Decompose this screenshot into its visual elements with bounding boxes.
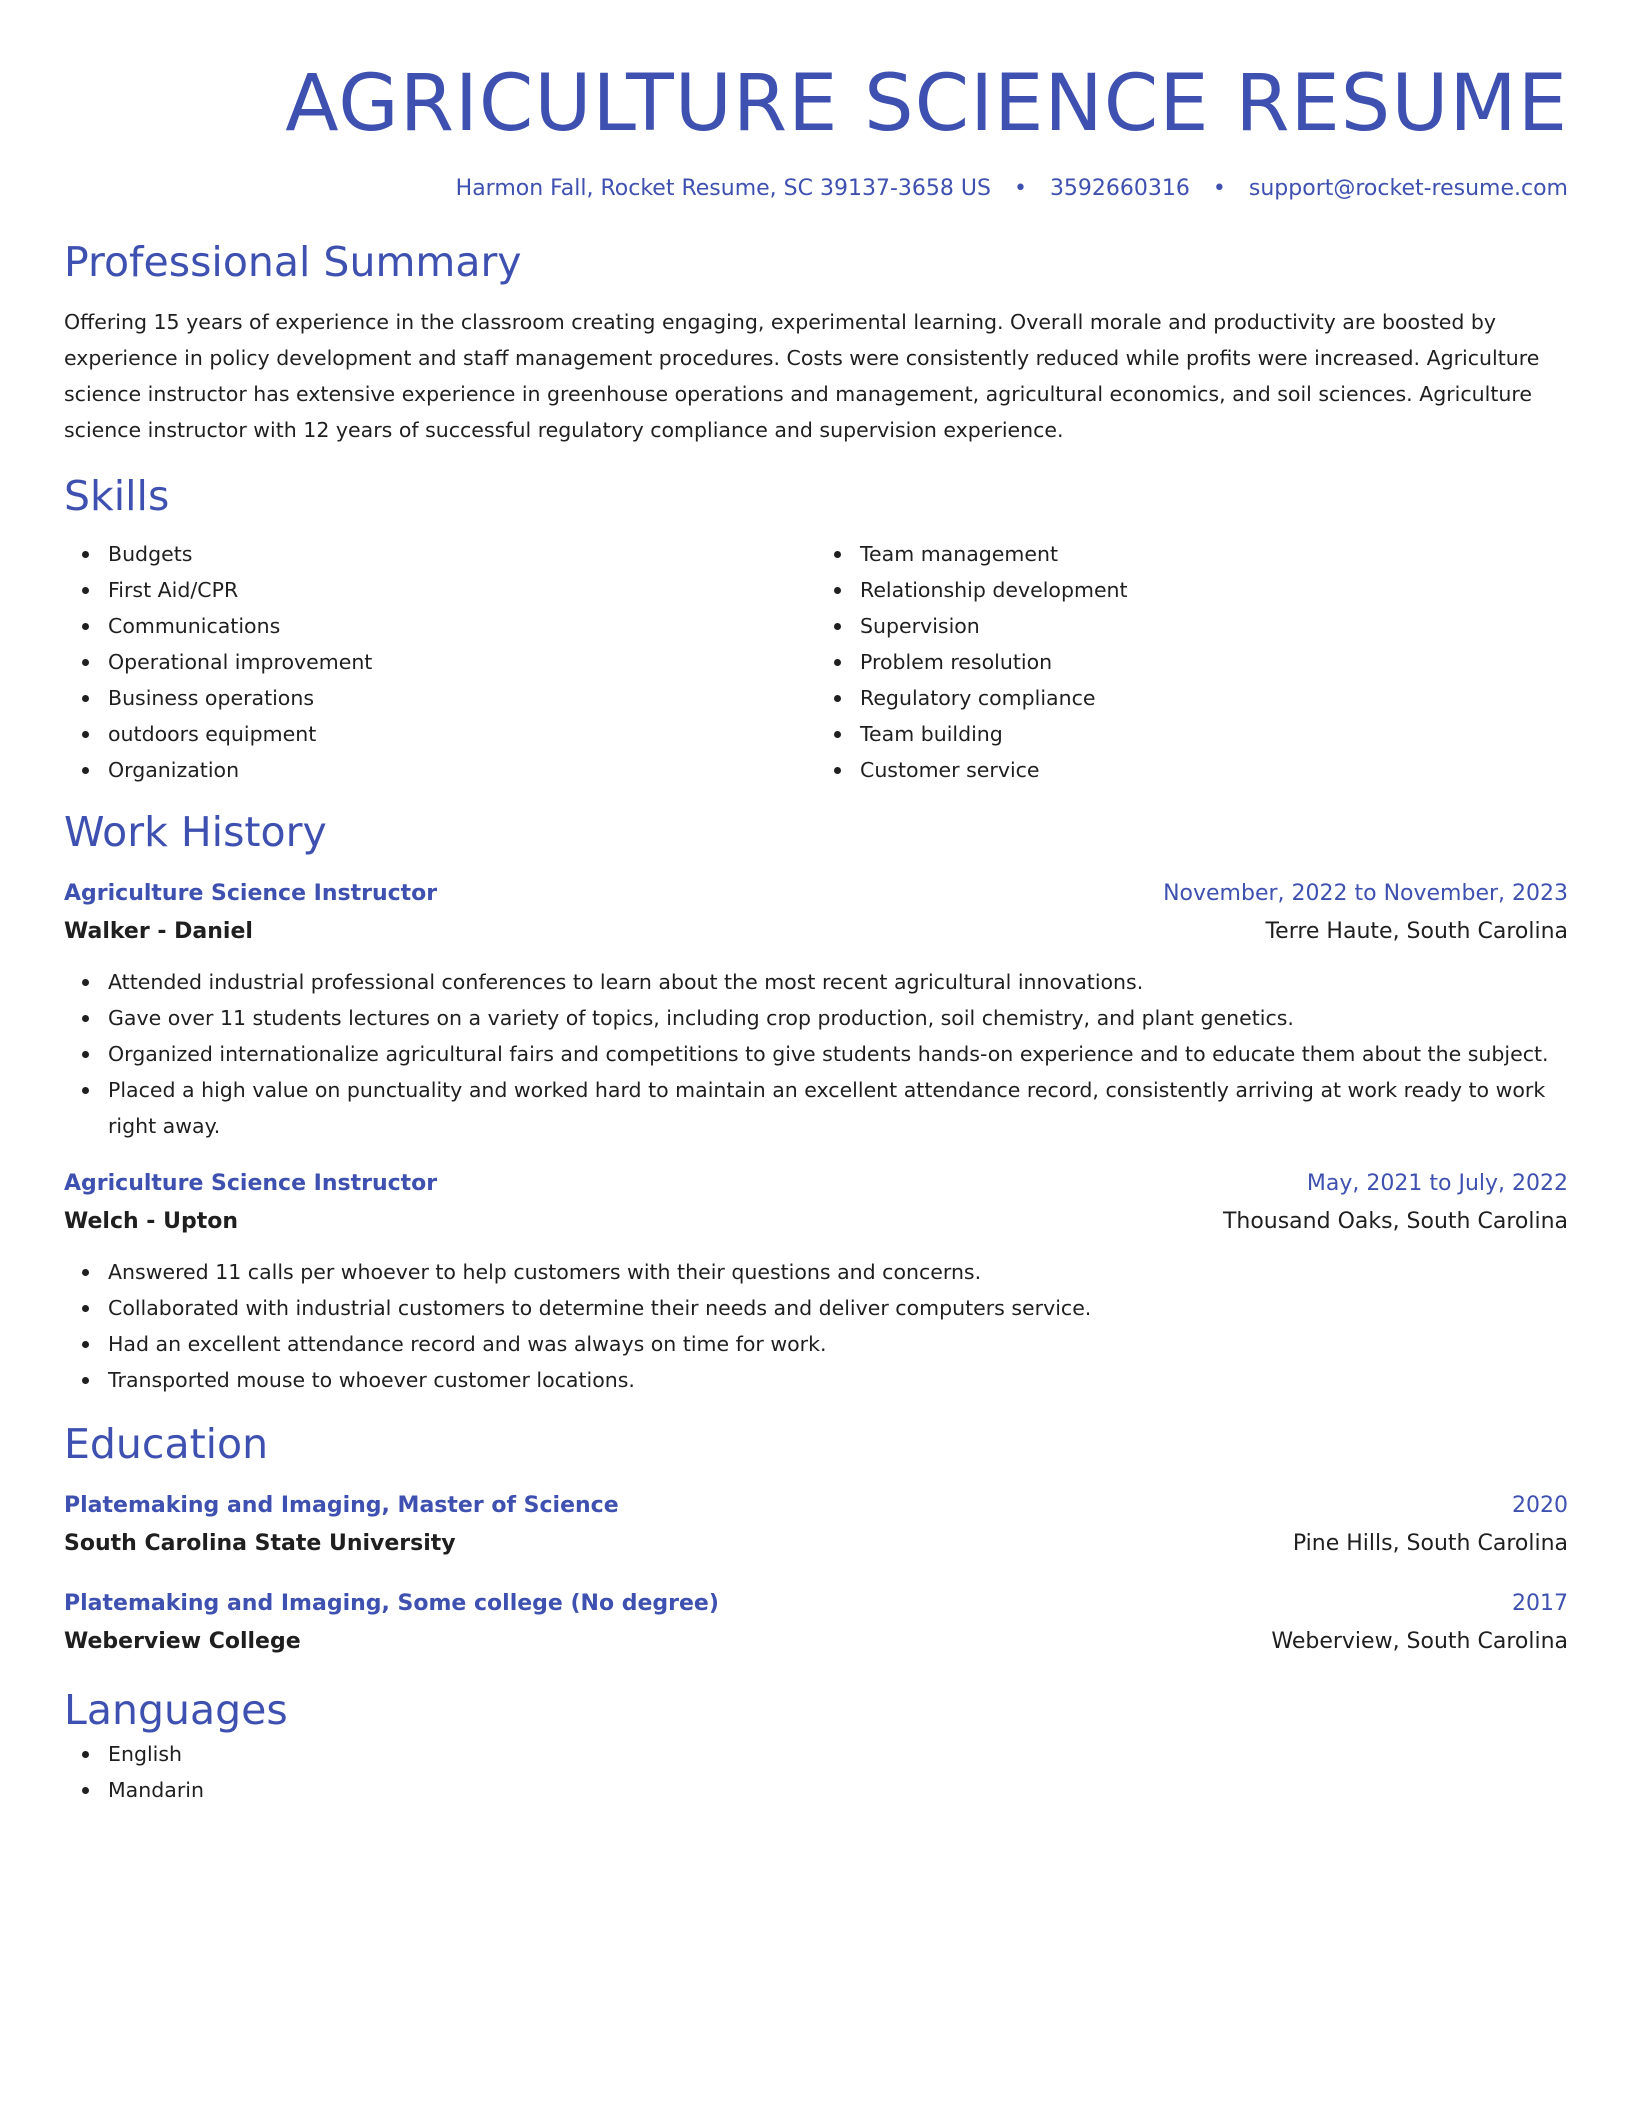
education-entry: [64, 1488, 1568, 1564]
contact-phone: 3592660316: [1049, 176, 1190, 201]
education-year: 2020: [1512, 1493, 1568, 1518]
job-entry: [64, 876, 1568, 1144]
job-dates: May, 2021 to July, 2022: [1306, 1171, 1568, 1196]
job-entry: [64, 1166, 1568, 1398]
languages-list: [64, 1736, 1568, 1808]
skill-item: Operational improvement: [108, 644, 816, 680]
skill-item: Supervision: [860, 608, 1568, 644]
education-location: Weberview, South Carolina: [1271, 1629, 1568, 1654]
education-degree: Platemaking and Imaging, Master of Science: [64, 1493, 619, 1518]
job-duties: [64, 1254, 1568, 1398]
skill-item: Business operations: [108, 680, 816, 716]
work-history-heading: Work History: [64, 808, 327, 856]
education-school: Weberview College: [64, 1629, 301, 1654]
education-school-row: [64, 1524, 1568, 1564]
education-header-row: [64, 1586, 1568, 1622]
job-location: Thousand Oaks, South Carolina: [1222, 1209, 1568, 1234]
job-duty: Organized internationalize agricultural fairs and competitions to give students hands-on experience and to educate them about the subject.: [108, 1036, 1568, 1072]
job-duty: Placed a high value on punctuality and worked hard to maintain an excellent attendance record, consistently arriving at work ready to work right away.: [108, 1072, 1568, 1144]
resume-title: AGRICULTURE SCIENCE RESUME: [285, 59, 1568, 149]
education-school-row: [64, 1622, 1568, 1662]
education-entry: [64, 1586, 1568, 1662]
skill-item: Organization: [108, 752, 816, 788]
job-header-row: [64, 1166, 1568, 1202]
job-org-row: [64, 912, 1568, 952]
language-item: English: [108, 1736, 1568, 1772]
job-title: Agriculture Science Instructor: [64, 881, 438, 906]
job-location: Terre Haute, South Carolina: [1265, 919, 1568, 944]
skills-list: [64, 536, 1568, 788]
languages-heading: Languages: [64, 1686, 288, 1734]
skill-item: Team management: [860, 536, 1568, 572]
skill-item: Problem resolution: [860, 644, 1568, 680]
education-school: South Carolina State University: [64, 1531, 456, 1556]
job-duty: Had an excellent attendance record and was always on time for work.: [108, 1326, 1568, 1362]
skill-item: Relationship development: [860, 572, 1568, 608]
skills-column-left: [64, 536, 816, 788]
job-org-row: [64, 1202, 1568, 1242]
education-location: Pine Hills, South Carolina: [1292, 1531, 1568, 1556]
contact-line: [64, 174, 1568, 204]
job-duties: [64, 964, 1568, 1144]
education-header-row: [64, 1488, 1568, 1524]
language-item: Mandarin: [108, 1772, 1568, 1808]
summary-text: Offering 15 years of experience in the classroom creating engaging, experimental learning. Overall morale and productivity are boosted by experience in policy development and staff management procedures. Costs were consistently reduced while profits were increased. Agriculture science instructor has extensive experience in greenhouse operations and management, agricultural economics, and soil sciences. Agriculture science instructor with 12 years of successful regulatory compliance and supervision experience.: [64, 310, 1540, 442]
job-dates: November, 2022 to November, 2023: [1163, 881, 1568, 906]
job-duty: Collaborated with industrial customers to determine their needs and deliver computers service.: [108, 1290, 1568, 1326]
job-employer: Walker - Daniel: [64, 919, 253, 944]
skills-heading: Skills: [64, 472, 170, 520]
contact-address: Harmon Fall, Rocket Resume, SC 39137-3658 US: [455, 176, 991, 201]
contact-email: support@rocket-resume.com: [1248, 176, 1568, 201]
job-employer: Welch - Upton: [64, 1209, 239, 1234]
skill-item: Customer service: [860, 752, 1568, 788]
contact-separator: •: [1013, 176, 1027, 201]
job-duty: Transported mouse to whoever customer locations.: [108, 1362, 1568, 1398]
job-duty: Answered 11 calls per whoever to help customers with their questions and concerns.: [108, 1254, 1568, 1290]
job-duty: Attended industrial professional conferences to learn about the most recent agricultural innovations.: [108, 964, 1568, 1000]
skill-item: Communications: [108, 608, 816, 644]
job-header-row: [64, 876, 1568, 912]
job-duty: Gave over 11 students lectures on a variety of topics, including crop production, soil chemistry, and plant genetics.: [108, 1000, 1568, 1036]
education-heading: Education: [64, 1420, 269, 1468]
skill-item: Team building: [860, 716, 1568, 752]
skills-column-right: [816, 536, 1568, 788]
contact-separator: •: [1212, 176, 1226, 201]
skill-item: Budgets: [108, 536, 816, 572]
skill-item: First Aid/CPR: [108, 572, 816, 608]
job-title: Agriculture Science Instructor: [64, 1171, 438, 1196]
skill-item: outdoors equipment: [108, 716, 816, 752]
education-degree: Platemaking and Imaging, Some college (No degree): [64, 1591, 719, 1616]
skill-item: Regulatory compliance: [860, 680, 1568, 716]
education-year: 2017: [1512, 1591, 1568, 1616]
summary-heading: Professional Summary: [64, 238, 522, 286]
